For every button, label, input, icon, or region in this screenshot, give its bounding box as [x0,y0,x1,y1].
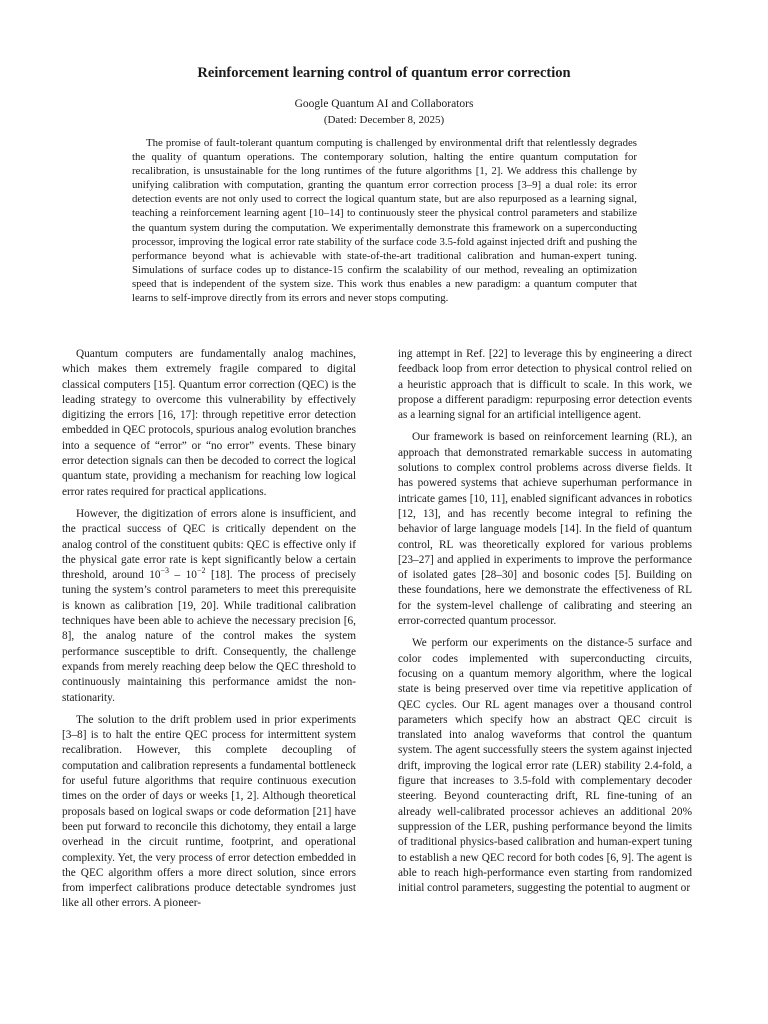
paper-date: (Dated: December 8, 2025) [323,114,445,126]
right-paragraph-1: ing attempt in Ref. [22] to leverage this by engineering a direct feedback loop from error detection to physical control relied on a heuristic approach that is difficult to scale. In this work, we propose a different paradigm: repurposing error detection events as a learning signal for an artificial intelligence agent. [398,348,692,422]
left-paragraph-2-part-a: However, the digitization of errors alone is insufficient, and the practical success of QEC is critically dependent on the analog control of the constituent qubits: QEC is effective only if the physical gate error rate is kept significantly below a certain threshold, around 10 [62,507,356,582]
right-paragraph-3: We perform our experiments on the distance-5 surface and color codes implemented with superconducting circuits, focusing on a quantum memory algorithm, where the logical state is being preserved over time via repetitive application of QEC cycles. Our RL agent manages over a thousand control parameters which specify how an abstract QEC circuit is translated into analog waveforms that control the quantum system. The agent successfully steers the system against injected drift, improving the logical error rate (LER) stability 2.4-fold, a figure that increases to 3.5-fold with complementary decoder steering. Beyond counteracting drift, RL fine-tuning of an already well-calibrated processor achieves an additional 20% suppression of the LER, pushing performance beyond the limits of traditional physics-based calibration and human-expert tuning to establish a new QEC record for both codes [6, 9]. The agent is able to reach high-performance even starting from randomized initial control parameters, suggesting the potential to augment or [398,637,692,895]
left-column [62,347,356,919]
right-column [398,347,692,903]
paper-title: Reinforcement learning control of quantum error correction [197,65,571,81]
right-paragraph-2: Our framework is based on reinforcement learning (RL), an approach that demonstrated remarkable success in automating solutions to complex control problems across diverse fields. It has powered systems that achieve superhuman performance in intricate games [10, 11], enabled significant advances in robotics [12, 13], and has recently become integral to refining the behavior of large language models [14]. In the field of quantum control, RL was theoretically explored for various problems [23–27] and applied in experiments to improve the performance of isolated gates [28–30] and bosonic codes [5]. Building on these foundations, here we demonstrate the effectiveness of RL for the system-level challenge of calibrating and steering an error-corrected quantum processor. [398,431,692,628]
exponent-1: −3 [160,566,170,576]
paper-authors: Google Quantum AI and Collaborators [294,98,474,110]
abstract: The promise of fault-tolerant quantum computing is challenged by environmental drift that relentlessly degrades the quality of quantum operations. The contemporary solution, halting the entire quantum computation for recalibration, is unsustainable for the long runtimes of the future algorithms [1, 2]. We address this challenge by unifying calibration with computation, granting the quantum error correction process [3–9] a dual role: its error detection events are not only used to correct the logical quantum state, but are also repurposed as a learning signal, teaching a reinforcement learning agent [10–14] to continuously steer the physical control parameters and stabilize the quantum system during the computation. We experimentally demonstrate this framework on a superconducting processor, improving the logical error rate stability of the surface code 3.5-fold against injected drift and pushing the performance beyond what is achievable with state-of-the-art traditional calibration and human-expert tuning. Simulations of surface codes up to distance-15 confirm the scalability of our method, revealing an optimization speed that is independent of the system size. This work thus enables a new paradigm: a quantum computer that learns to self-improve directly from its errors and never stops computing. [132,137,637,305]
left-paragraph-1: Quantum computers are fundamentally analog machines, which makes them extremely fragile compared to digital classical computers [15]. Quantum error correction (QEC) is the leading strategy to overcome this vulnerability by effectively digitizing the errors [16, 17]: through repetitive error detection embedded in QEC protocols, spurious analog evolution branches into a sequence of “error” or “no error” events. These binary error detection signals can then be decoded to correct the logical quantum state, providing a mechanism for reaching low logical error rates required for practical applications. [62,348,356,498]
left-paragraph-2 [62,507,356,706]
left-paragraph-2-mid: – 10 [169,569,197,582]
left-paragraph-2-part-b: [18]. The process of precisely tuning the system’s control parameters to meet this prerequisite is known as calibration [19, 20]. While traditional calibration techniques have been able to achieve the necessary precision [6, 8], the analog nature of the control makes the system performance susceptible to drift. Consequently, the challenge expands from merely reaching deep below the QEC threshold to continuously maintaining this performance amidst the non-stationarity. [62,569,356,704]
left-paragraph-3: The solution to the drift problem used in prior experiments [3–8] is to halt the entire QEC process for intermittent system recalibration. However, this complete decoupling of computation and calibration represents a fundamental bottleneck for useful future algorithms that require continuous execution times on the order of days or weeks [1, 2]. Although theoretical proposals based on logical swaps or code deformation [21] have been put forward to reconcile this dichotomy, they entail a large overhead in the circuit runtime, footprint, and operational complexity. Yet, the very process of error detection embedded in the QEC algorithm offers a more direct solution, since errors from imperfect calibrations produce detectable syndromes just like all other errors. A pioneer- [62,713,356,910]
exponent-2: −2 [196,566,206,576]
